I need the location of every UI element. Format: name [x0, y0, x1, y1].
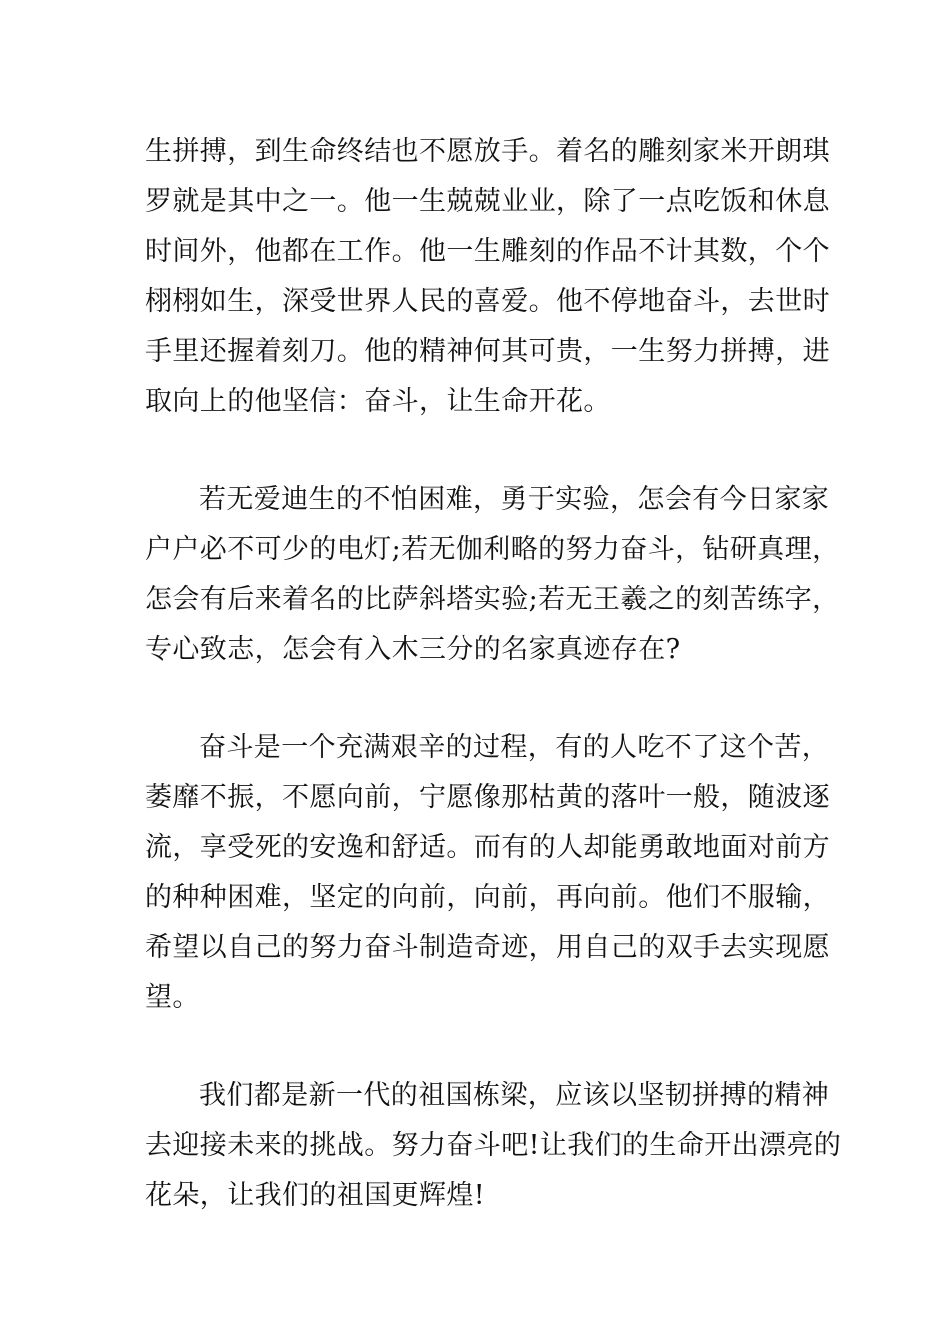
paragraph-line: 流，享受死的安逸和舒适。而有的人却能勇敢地面对前方	[145, 832, 830, 863]
paragraph-line: 手里还握着刻刀。他的精神何其可贵，一生努力拼搏，进	[145, 336, 830, 367]
paragraph-line: 花朵，让我们的祖国更辉煌!	[145, 1180, 486, 1211]
paragraph-line: 取向上的他坚信：奋斗，让生命开花。	[145, 386, 611, 417]
paragraph-line: 萎靡不振，不愿向前，宁愿像那枯黄的落叶一般，随波逐	[145, 782, 830, 813]
paragraph-1	[145, 127, 830, 427]
paragraph-line: 怎会有后来着名的比萨斜塔实验;若无王羲之的刻苦练字，	[145, 584, 840, 615]
paragraph-3	[145, 723, 830, 1023]
paragraph-line: 奋斗是一个充满艰辛的过程，有的人吃不了这个苦，	[199, 732, 830, 763]
paragraph-line: 去迎接未来的挑战。努力奋斗吧!让我们的生命开出漂亮的	[145, 1130, 842, 1161]
paragraph-2	[145, 475, 840, 675]
paragraph-line: 专心致志，怎会有入木三分的名家真迹存在?	[145, 634, 681, 665]
paragraph-line: 希望以自己的努力奋斗制造奇迹，用自己的双手去实现愿	[145, 932, 830, 963]
paragraph-line: 罗就是其中之一。他一生兢兢业业，除了一点吃饭和休息	[145, 186, 830, 217]
paragraph-line: 栩栩如生，深受世界人民的喜爱。他不停地奋斗，去世时	[145, 286, 830, 317]
paragraph-line: 时间外，他都在工作。他一生雕刻的作品不计其数，个个	[145, 236, 830, 267]
paragraph-line: 望。	[145, 982, 200, 1013]
paragraph-line: 的种种困难，坚定的向前，向前，再向前。他们不服输，	[145, 882, 830, 913]
paragraph-line: 生拼搏，到生命终结也不愿放手。着名的雕刻家米开朗琪	[145, 136, 830, 167]
paragraph-line: 若无爱迪生的不怕困难，勇于实验，怎会有今日家家	[199, 484, 830, 515]
paragraph-line: 我们都是新一代的祖国栋梁，应该以坚韧拼搏的精神	[199, 1080, 830, 1111]
paragraph-4	[145, 1071, 842, 1221]
paragraph-line: 户户必不可少的电灯;若无伽利略的努力奋斗，钻研真理，	[145, 534, 840, 565]
